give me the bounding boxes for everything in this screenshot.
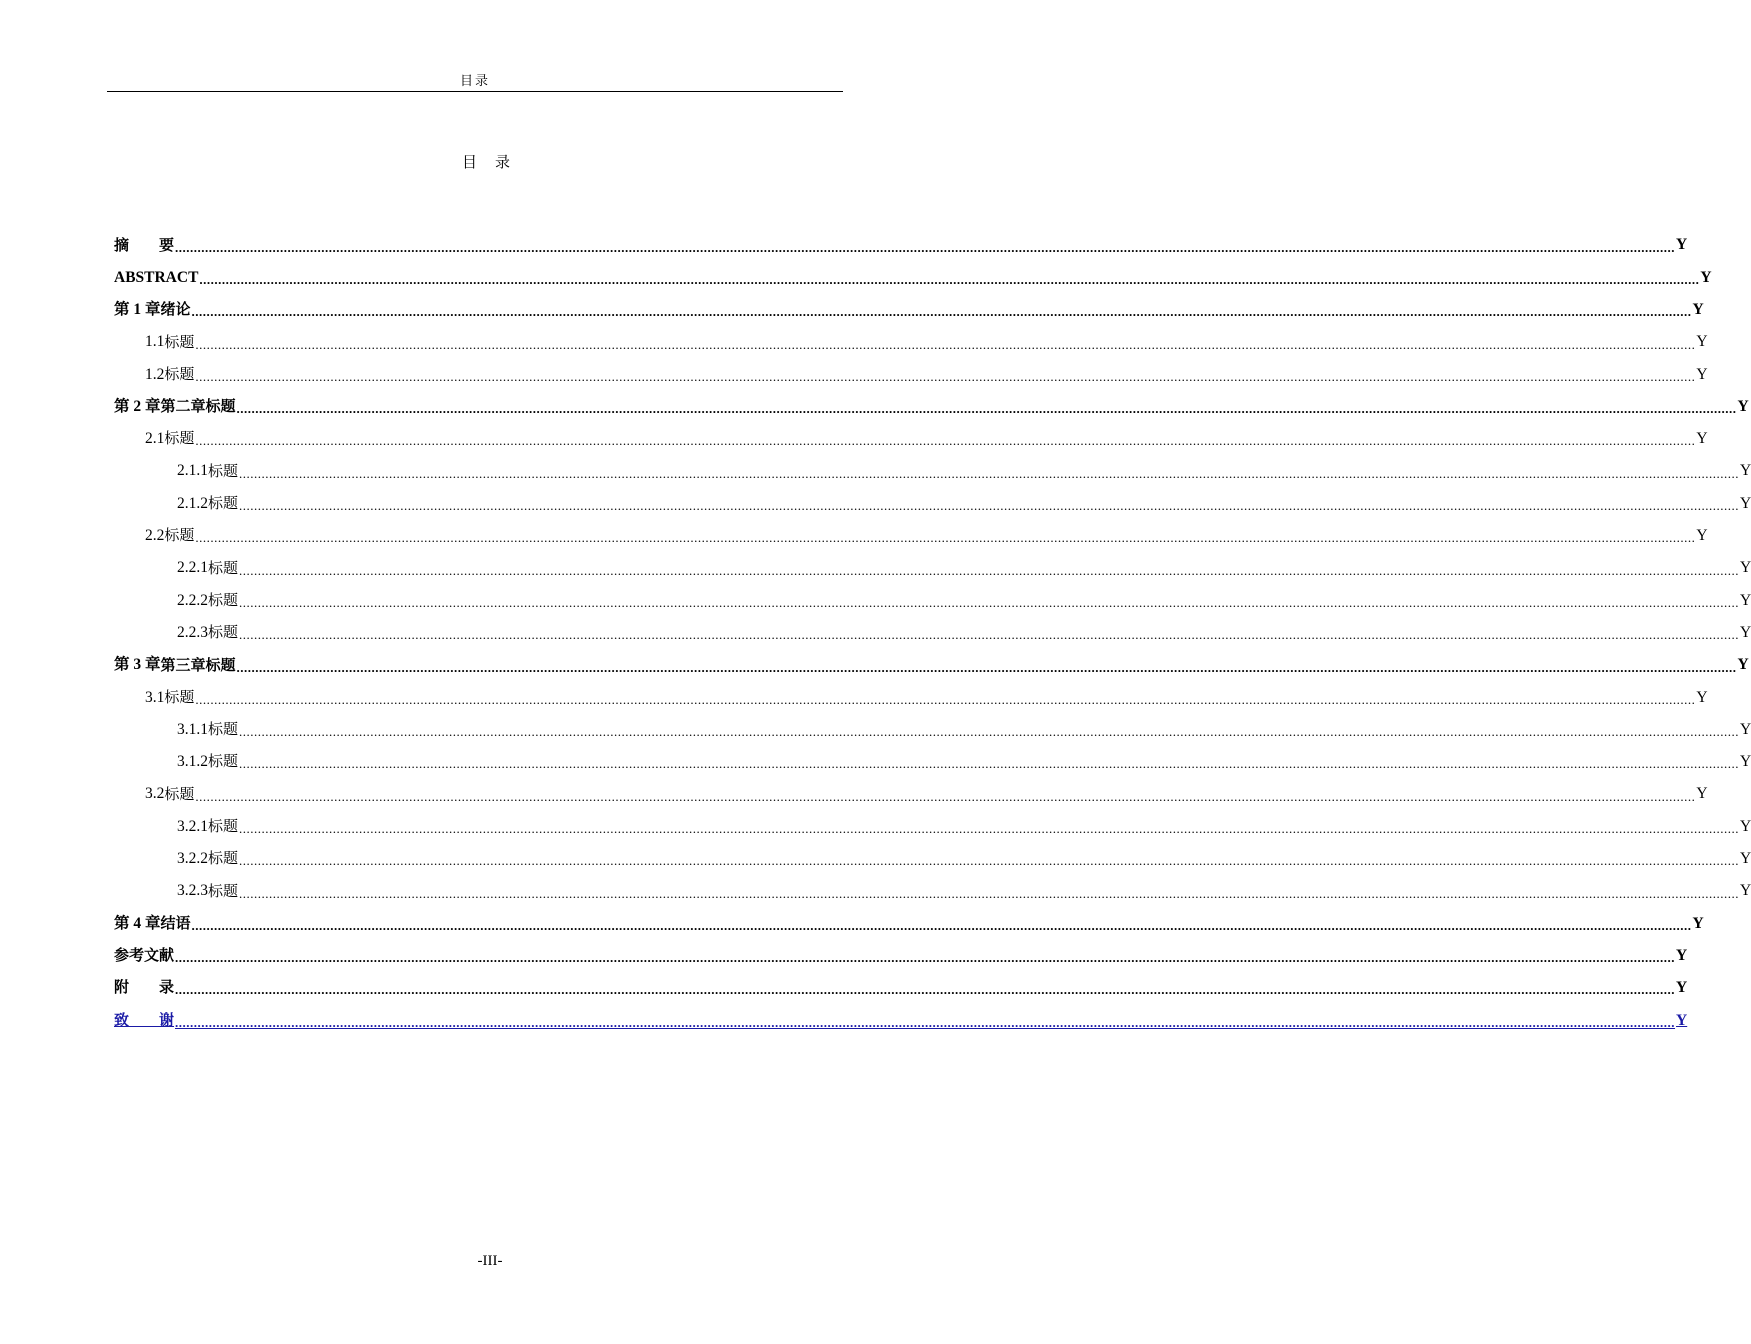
toc-entry-label: 绪论: [160, 300, 191, 319]
toc-entry-leader-dots: ................................................................................................................................................................................................................................................................................................................................................................................................................: [239, 594, 1740, 610]
toc-entry-leader-dots: ................................................................................................................................................................................................................................................................................................................................................................................................................: [195, 788, 1696, 804]
toc-entry-page: Y: [1740, 462, 1751, 480]
toc-entry-page: Y: [1740, 753, 1751, 771]
toc-entry-leader-dots: ................................................................................................................................................................................................................................................................................................................................................................................................................: [239, 885, 1740, 901]
toc-entry-page: Y: [1740, 494, 1751, 512]
toc-entry[interactable]: [114, 972, 1688, 1004]
toc-entry-page: Y: [1676, 1011, 1688, 1029]
toc-entry-label: 标题: [208, 623, 239, 642]
toc-entry[interactable]: [114, 907, 1704, 939]
toc-entry-leader-dots: ................................................................................................................................................................................................................................................................................................................................................................................................................: [191, 917, 1692, 933]
toc-entry-leader-dots: ................................................................................................................................................................................................................................................................................................................................................................................................................: [175, 982, 1676, 998]
toc-entry-leader-dots: ................................................................................................................................................................................................................................................................................................................................................................................................................: [191, 304, 1692, 320]
toc-entry-label: 标题: [208, 752, 239, 771]
toc-entry-number: 3.2.2: [177, 850, 208, 868]
toc-entry[interactable]: [114, 261, 1712, 293]
toc-entry-page: Y: [1740, 591, 1751, 609]
toc-entry-leader-dots: ................................................................................................................................................................................................................................................................................................................................................................................................................: [239, 498, 1740, 514]
toc-entry-page: Y: [1737, 656, 1749, 674]
toc-entry-label: 标题: [208, 816, 239, 835]
toc-entry-page: Y: [1700, 268, 1712, 286]
toc-entry[interactable]: [114, 552, 1751, 584]
toc-entry-leader-dots: ................................................................................................................................................................................................................................................................................................................................................................................................................: [195, 530, 1696, 546]
toc-entry-number: 2.1.2: [177, 494, 208, 512]
toc-entry-leader-dots: ................................................................................................................................................................................................................................................................................................................................................................................................................: [199, 271, 1700, 287]
toc-entry[interactable]: [114, 487, 1751, 519]
toc-entry-label: 摘 要: [114, 235, 175, 254]
toc-entry-page: Y: [1740, 559, 1751, 577]
toc-entry-page: Y: [1740, 623, 1751, 641]
toc-entry-leader-dots: ................................................................................................................................................................................................................................................................................................................................................................................................................: [195, 336, 1696, 352]
toc-entry-leader-dots: ................................................................................................................................................................................................................................................................................................................................................................................................................: [239, 627, 1740, 643]
toc-entry-label: 标题: [208, 590, 239, 609]
toc-entry-label: 附 录: [114, 978, 175, 997]
toc-entry[interactable]: [114, 358, 1708, 390]
toc-entry-label: 参考文献: [114, 946, 175, 965]
toc-entry-page: Y: [1692, 914, 1704, 932]
toc-entry-label: 结语: [160, 913, 191, 932]
toc-entry-page: Y: [1696, 365, 1708, 383]
toc-entry-leader-dots: ................................................................................................................................................................................................................................................................................................................................................................................................................: [236, 659, 1737, 675]
toc-entry-leader-dots: ................................................................................................................................................................................................................................................................................................................................................................................................................: [175, 1014, 1676, 1030]
toc-entry-page: Y: [1737, 397, 1749, 415]
toc-entry[interactable]: [114, 617, 1751, 649]
toc-entry-label: 第三章标题: [160, 655, 236, 674]
toc-entry[interactable]: [114, 940, 1688, 972]
toc-entry-label: 致 谢: [114, 1010, 175, 1029]
toc-entry-leader-dots: ................................................................................................................................................................................................................................................................................................................................................................................................................: [236, 401, 1737, 417]
toc-entry-label: 标题: [208, 720, 239, 739]
toc-entry-leader-dots: ................................................................................................................................................................................................................................................................................................................................................................................................................: [195, 368, 1696, 384]
toc-entry-number: 2.2.2: [177, 591, 208, 609]
toc-entry-number: 1.2: [145, 365, 165, 383]
page-number: -III-: [477, 1253, 503, 1269]
running-header: [107, 70, 843, 92]
table-of-contents: [114, 229, 1751, 1036]
toc-entry-number: 3.1.1: [177, 720, 208, 738]
toc-entry-page: Y: [1676, 979, 1688, 997]
toc-entry-leader-dots: ................................................................................................................................................................................................................................................................................................................................................................................................................: [239, 562, 1740, 578]
toc-entry[interactable]: [114, 390, 1749, 422]
toc-entry-number: 1.1: [145, 333, 165, 351]
toc-entry[interactable]: [114, 778, 1708, 810]
toc-entry-page: Y: [1696, 333, 1708, 351]
toc-entry-leader-dots: ................................................................................................................................................................................................................................................................................................................................................................................................................: [195, 691, 1696, 707]
toc-entry[interactable]: [114, 649, 1749, 681]
toc-entry[interactable]: [114, 681, 1708, 713]
toc-entry-label: 标题: [164, 364, 195, 383]
toc-entry[interactable]: [114, 294, 1704, 326]
toc-entry[interactable]: [114, 1004, 1688, 1036]
toc-entry-label: 标题: [208, 461, 239, 480]
toc-title: 目录: [461, 153, 528, 171]
toc-entry-number: 2.2: [145, 527, 165, 545]
toc-entry-page: Y: [1740, 720, 1751, 738]
toc-entry-number: 3.1.2: [177, 753, 208, 771]
toc-entry-label: 标题: [164, 784, 195, 803]
toc-entry-number: 第 1 章: [114, 300, 161, 318]
toc-entry-page: Y: [1692, 300, 1704, 318]
toc-entry-label: 标题: [164, 332, 195, 351]
toc-entry-label: 标题: [208, 494, 239, 513]
toc-entry-label: 标题: [164, 429, 195, 448]
toc-entry[interactable]: [114, 746, 1751, 778]
toc-entry-number: 第 4 章: [114, 914, 161, 932]
toc-entry[interactable]: [114, 423, 1708, 455]
toc-entry-label: 标题: [164, 526, 195, 545]
toc-entry-number: 3.2.3: [177, 882, 208, 900]
toc-entry-number: 3.2: [145, 785, 165, 803]
toc-entry-label: ABSTRACT: [114, 268, 199, 286]
toc-entry-leader-dots: ................................................................................................................................................................................................................................................................................................................................................................................................................: [239, 465, 1740, 481]
toc-entry[interactable]: [114, 520, 1708, 552]
toc-entry[interactable]: [114, 584, 1751, 616]
toc-entry-leader-dots: ................................................................................................................................................................................................................................................................................................................................................................................................................: [175, 950, 1676, 966]
toc-entry-number: 第 3 章: [114, 656, 161, 674]
toc-entry-leader-dots: ................................................................................................................................................................................................................................................................................................................................................................................................................: [239, 820, 1740, 836]
toc-entry-page: Y: [1676, 236, 1688, 254]
toc-entry-number: 3.2.1: [177, 817, 208, 835]
toc-entry-number: 2.2.1: [177, 559, 208, 577]
toc-entry-label: 第二章标题: [160, 397, 236, 416]
toc-entry-number: 第 2 章: [114, 397, 161, 415]
toc-entry-number: 2.1.1: [177, 462, 208, 480]
toc-entry-page: Y: [1740, 817, 1751, 835]
toc-entry-leader-dots: ................................................................................................................................................................................................................................................................................................................................................................................................................: [239, 853, 1740, 869]
toc-entry-number: 3.1: [145, 688, 165, 706]
toc-entry-page: Y: [1696, 430, 1708, 448]
toc-entry[interactable]: [114, 810, 1751, 842]
toc-entry-page: Y: [1740, 850, 1751, 868]
toc-entry-page: Y: [1696, 527, 1708, 545]
toc-entry-label: 标题: [208, 849, 239, 868]
toc-entry-leader-dots: ................................................................................................................................................................................................................................................................................................................................................................................................................: [195, 433, 1696, 449]
toc-entry-page: Y: [1676, 946, 1688, 964]
toc-entry[interactable]: [114, 326, 1708, 358]
toc-entry-page: Y: [1740, 882, 1751, 900]
toc-entry[interactable]: [114, 713, 1751, 745]
toc-entry-leader-dots: ................................................................................................................................................................................................................................................................................................................................................................................................................: [239, 724, 1740, 740]
toc-entry-label: 标题: [164, 687, 195, 706]
toc-entry-label: 标题: [208, 881, 239, 900]
toc-entry-page: Y: [1696, 785, 1708, 803]
running-header-title: 目录: [459, 74, 490, 89]
toc-entry[interactable]: [114, 455, 1751, 487]
toc-entry[interactable]: [114, 229, 1688, 261]
toc-entry-leader-dots: ................................................................................................................................................................................................................................................................................................................................................................................................................: [239, 756, 1740, 772]
toc-entry-number: 2.1: [145, 430, 165, 448]
toc-entry-number: 2.2.3: [177, 623, 208, 641]
toc-entry-page: Y: [1696, 688, 1708, 706]
toc-entry[interactable]: [114, 875, 1751, 907]
toc-entry[interactable]: [114, 843, 1751, 875]
toc-entry-leader-dots: ................................................................................................................................................................................................................................................................................................................................................................................................................: [175, 239, 1676, 255]
toc-entry-label: 标题: [208, 558, 239, 577]
